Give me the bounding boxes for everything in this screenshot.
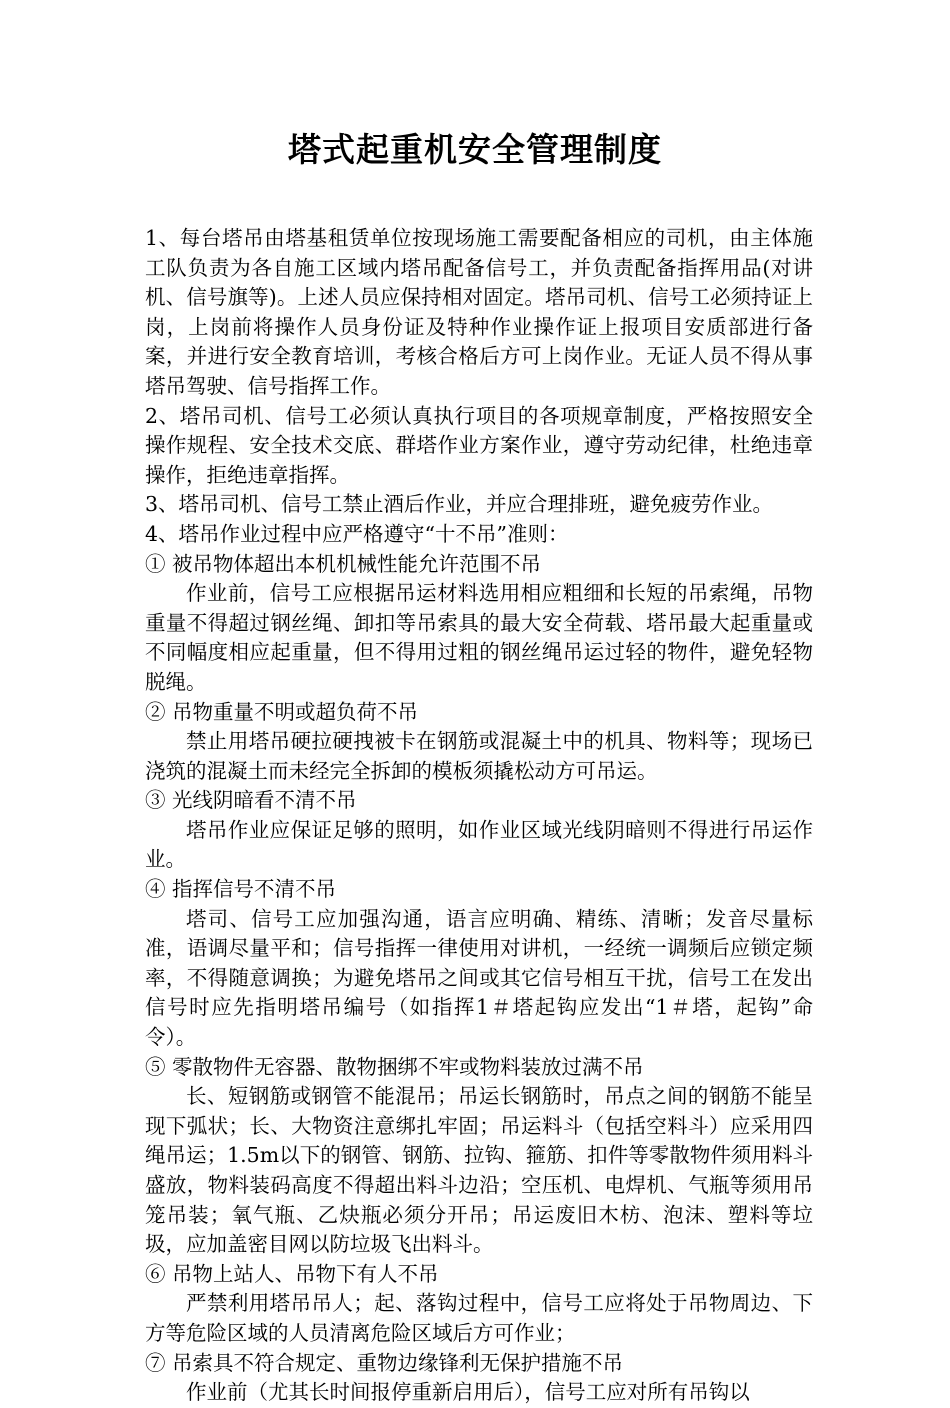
paragraph: 3、塔吊司机、信号工禁止酒后作业，并应合理排班，避免疲劳作业。: [145, 492, 774, 517]
paragraph: 作业前，信号工应根据吊运材料选用相应粗细和长短的吊索绳，吊物重量不得超过钢丝绳、卸扣等吊索具的最大安全荷载、塔吊最大起重量或不同幅度相应起重量，但不得用过粗的钢丝绳吊运过轻的物件，避免轻物脱绳。: [145, 581, 813, 694]
rule-heading: ⑦ 吊索具不符合规定、重物边缘锋利无保护措施不吊: [145, 1350, 624, 1375]
document-title: 塔式起重机安全管理制度: [288, 130, 662, 169]
paragraph: 塔吊作业应保证足够的照明，如作业区域光线阴暗则不得进行吊运作业。: [145, 817, 813, 872]
rule-heading: ④ 指挥信号不清不吊: [145, 877, 337, 902]
paragraph: 2、塔吊司机、信号工必须认真执行项目的各项规章制度，严格按照安全操作规程、安全技术交底、群塔作业方案作业，遵守劳动纪律，杜绝违章操作，拒绝违章指挥。: [145, 403, 813, 487]
rule-heading: ① 被吊物体超出本机机械性能允许范围不吊: [145, 551, 542, 576]
rule-heading: ③ 光线阴暗看不清不吊: [145, 788, 357, 813]
paragraph: 1、每台塔吊由塔基租赁单位按现场施工需要配备相应的司机，由主体施工队负责为各自施工区域内塔吊配备信号工，并负责配备指挥用品(对讲机、信号旗等)。上述人员应保持相对固定。塔吊司机、信号工必须持证上岗，上岗前将操作人员身份证及特种作业操作证上报项目安质部进行备案，并进行安全教育培训，考核合格后方可上岗作业。无证人员不得从事塔吊驾驶、信号指挥工作。: [145, 226, 813, 398]
rule-heading: ⑤ 零散物件无容器、散物捆绑不牢或物料装放过满不吊: [145, 1054, 644, 1079]
paragraph: 作业前（尤其长时间报停重新启用后），信号工应对所有吊钩以: [186, 1380, 750, 1405]
paragraph: 4、塔吊作业过程中应严格遵守“十不吊”准则：: [145, 521, 569, 546]
rule-heading: ② 吊物重量不明或超负荷不吊: [145, 699, 419, 724]
paragraph: 严禁利用塔吊吊人；起、落钩过程中，信号工应将处于吊物周边、下方等危险区域的人员清离危险区域后方可作业；: [145, 1291, 813, 1345]
rule-heading: ⑥ 吊物上站人、吊物下有人不吊: [145, 1261, 439, 1286]
paragraph: 塔司、信号工应加强沟通，语言应明确、精练、清晰；发音尽量标准，语调尽量平和；信号指挥一律使用对讲机，一经统一调频后应锁定频率，不得随意调换；为避免塔吊之间或其它信号相互干扰，信号工在发出信号时应先指明塔吊编号（如指挥1＃塔起钩应发出“1＃塔，起钩”命令）。: [145, 906, 813, 1050]
document-body: [145, 224, 813, 1408]
paragraph: 长、短钢筋或钢管不能混吊；吊运长钢筋时，吊点之间的钢筋不能呈现下弧状；长、大物资注意绑扎牢固；吊运料斗（包括空料斗）应采用四绳吊运；1.5m以下的钢管、钢筋、拉钩、箍筋、扣件等零散物件须用料斗盛放，物料装码高度不得超出料斗边沿；空压机、电焊机、气瓶等须用吊笼吊装；氧气瓶、乙炔瓶必须分开吊；吊运废旧木枋、泡沫、塑料等垃圾，应加盖密目网以防垃圾飞出料斗。: [145, 1084, 813, 1257]
paragraph: 禁止用塔吊硬拉硬拽被卡在钢筋或混凝土中的机具、物料等；现场已浇筑的混凝土而未经完全拆卸的模板须撬松动方可吊运。: [145, 729, 813, 783]
